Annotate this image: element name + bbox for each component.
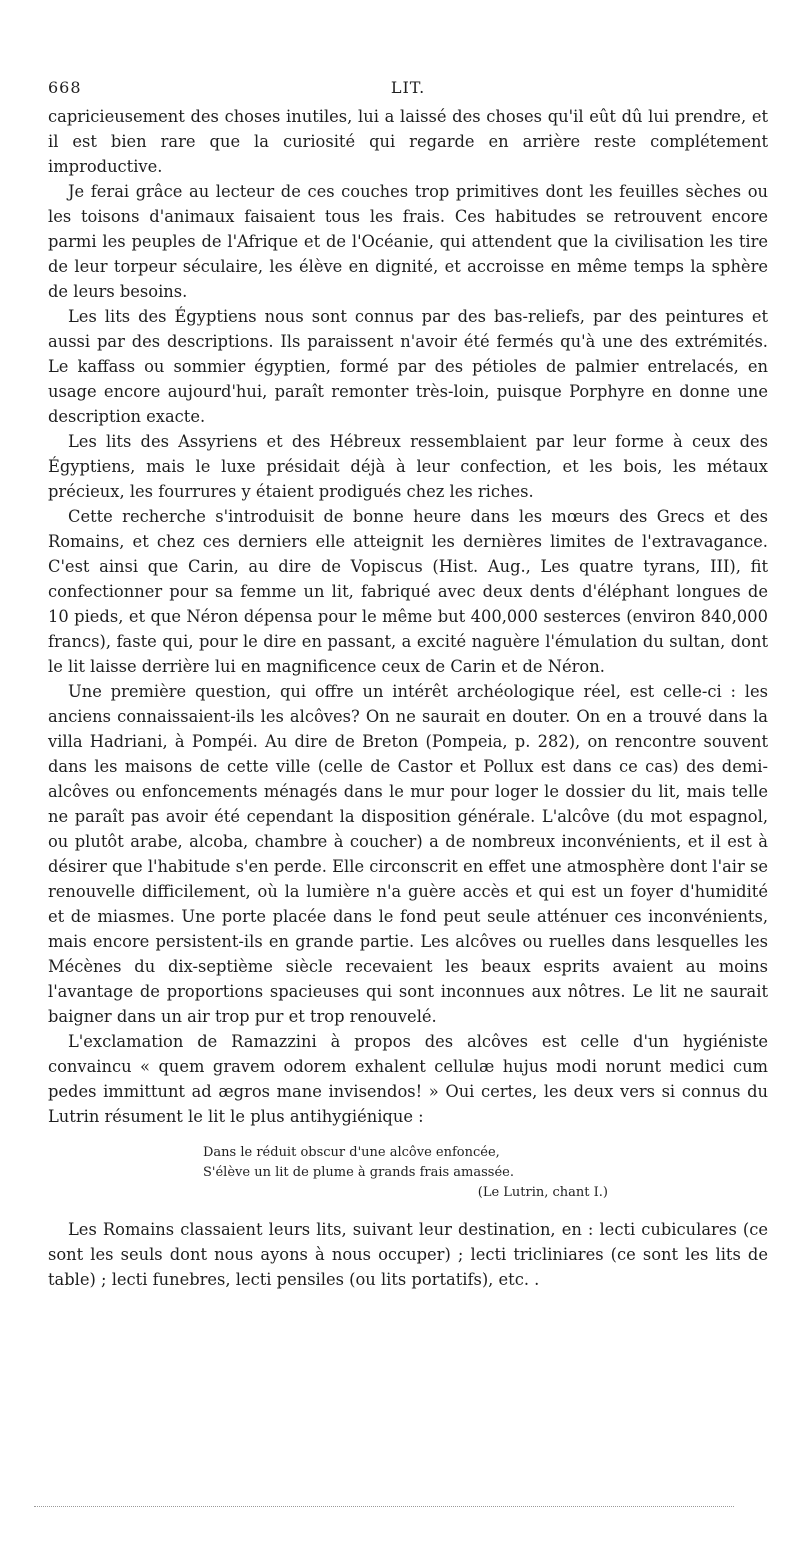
paragraph-alcoves: Une première question, qui offre un intérêt archéologique réel, est celle-ci : les anciens connaissaient-ils les alcôves? On ne saurait en douter. On en a trouvé dans la villa Hadriani, à Pompéi. Au dire de Breton (Pompeia, p. 282), on rencontre souvent dans les maisons de cette ville (celle de Castor et Pollux est dans ce cas) des demi-alcôves ou enfoncements ménagés dans le mur pour loger le dossier du lit, mais telle ne paraît pas avoir été cependant la disposition générale. L'alcôve (du mot espagnol, ou plutôt arabe, alcoba, chambre à coucher) a de nombreux inconvénients, et il est à désirer que l'habitude s'en perde. Elle circonscrit en effet une atmosphère dont l'air se renouvelle difficilement, où la lumière n'a guère accès et qui est un foyer d'humidité et de miasmes. Une porte placée dans le fond peut seule atténuer ces inconvénients, mais encore persistent-ils en grande partie. Les alcôves ou ruelles dans lesquelles les Mécènes du dix-septième siècle recevaient les beaux esprits avaient au moins l'avantage de proportions spacieuses qui sont inconnues aux nôtres. Le lit ne saurait baigner dans un air trop pur et trop renouvelé. [48,682,768,1026]
paragraph-primitive-beds: Je ferai grâce au lecteur de ces couches trop primitives dont les feuilles sèches ou les toisons d'animaux faisaient tous les frais. Ces habitudes se retrouvent encore parmi les peuples de l'Afrique et de l'Océanie, qui attendent que la civilisation les tire de leur torpeur séculaire, les élève en dignité, et accroisse en même temps la sphère de leurs besoins. [48,182,768,301]
paragraph-roman-classification: Les Romains classaient leurs lits, suivant leur destination, en : lecti cubiculares (ce sont les seuls dont nous ayons à nous occuper) ; lecti tricliniares (ce sont les lits de table) ; lecti funebres, lecti pensiles (ou lits portatifs), etc. . [48,1220,768,1289]
page [48,78,768,1292]
running-title: LIT. [390,78,426,97]
body-text [48,104,768,1292]
bottom-rule [34,1506,734,1507]
verse-line-2: S'élève un lit de plume à grands frais amassée. [203,1165,514,1180]
verse-quote [203,1143,768,1203]
paragraph-ramazzini: L'exclamation de Ramazzini à propos des alcôves est celle d'un hygiéniste convaincu « quem gravem odorem exhalent cellulæ hujus modi norunt medici cum pedes immittunt ad ægros mane invisendos! » Oui certes, les deux vers si connus du Lutrin résument le lit le plus antihygiénique : [48,1032,768,1126]
paragraph-greek-roman-beds: Cette recherche s'introduisit de bonne heure dans les mœurs des Grecs et des Romains, et chez ces derniers elle atteignit les dernières limites de l'extravagance. C'est ainsi que Carin, au dire de Vopiscus (Hist. Aug., Les quatre tyrans, III), fit confectionner pour sa femme un lit, fabriqué avec deux dents d'éléphant longues de 10 pieds, et que Néron dépensa pour le même but 400,000 sesterces (environ 840,000 francs), faste qui, pour le dire en passant, a excité naguère l'émulation du sultan, dont le lit laisse derrière lui en magnificence ceux de Carin et de Néron. [48,507,768,676]
page-number: 668 [48,78,82,97]
paragraph-assyrian-beds: Les lits des Assyriens et des Hébreux ressemblaient par leur forme à ceux des Égyptiens, mais le luxe présidait déjà à leur confection, et les bois, les métaux précieux, les fourrures y étaient prodigués chez les riches. [48,432,768,501]
verse-line-1: Dans le réduit obscur d'une alcôve enfoncée, [203,1145,500,1160]
paragraph-continuation: capricieusement des choses inutiles, lui a laissé des choses qu'il eût dû lui prendre, et il est bien rare que la curiosité qui regarde en arrière reste complétement improductive. [48,107,768,176]
running-head [48,78,768,104]
paragraph-egyptian-beds: Les lits des Égyptiens nous sont connus par des bas-reliefs, par des peintures et aussi par des descriptions. Ils paraissent n'avoir été fermés qu'à une des extrémités. Le kaffass ou sommier égyptien, formé par des pétioles de palmier entrelacés, en usage encore aujourd'hui, paraît remonter très-loin, puisque Porphyre en donne une description exacte. [48,307,768,426]
verse-source: (Le Lutrin, chant I.) [477,1185,608,1200]
